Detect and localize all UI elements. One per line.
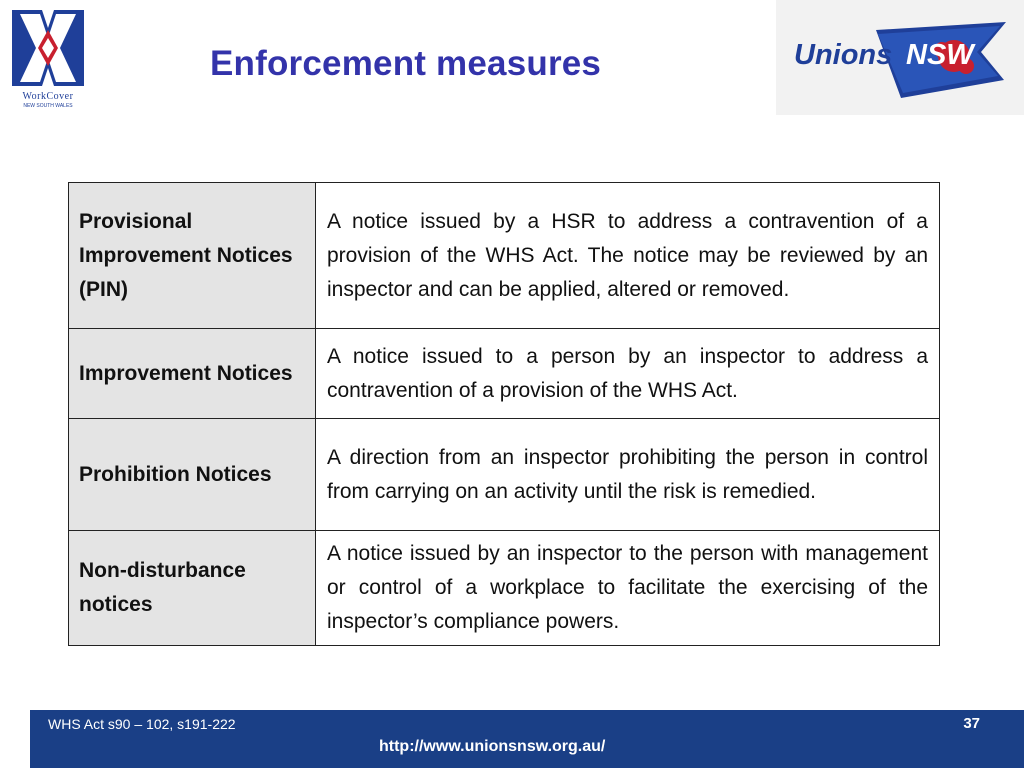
- footer-reference: WHS Act s90 – 102, s191-222: [48, 716, 236, 732]
- definition-cell: A notice issued to a person by an inspector to address a contravention of a provision of the WHS Act.: [316, 329, 940, 419]
- page-number: 37: [963, 715, 980, 732]
- unions-nsw-flag-icon: [776, 0, 1024, 115]
- workcover-logo-sub: NEW SOUTH WALES: [23, 103, 73, 109]
- table-row: [69, 183, 940, 329]
- table-row: [69, 329, 940, 419]
- term-cell: Non-disturbance notices: [69, 531, 316, 646]
- page-title: Enforcement measures: [210, 44, 602, 83]
- footer-url-link[interactable]: http://www.unionsnsw.org.au/: [379, 738, 606, 755]
- workcover-logo: [8, 8, 88, 108]
- definition-cell: A direction from an inspector prohibiting the person in control from carrying on an activity until the risk is remedied.: [316, 419, 940, 531]
- workcover-logo-name: WorkCover: [22, 91, 74, 102]
- enforcement-table: [68, 182, 940, 646]
- footer-bar: [30, 710, 1024, 768]
- term-cell: Prohibition Notices: [69, 419, 316, 531]
- definition-cell: A notice issued by an inspector to the person with management or control of a workplace to facilitate the exercising of the inspector’s compliance powers.: [316, 531, 940, 646]
- table-row: [69, 419, 940, 531]
- definition-cell: A notice issued by a HSR to address a contravention of a provision of the WHS Act. The notice may be reviewed by an inspector and can be applied, altered or removed.: [316, 183, 940, 329]
- unions-logo-text-right: NSW: [906, 39, 974, 71]
- term-cell: Improvement Notices: [69, 329, 316, 419]
- term-cell: Provisional Improvement Notices (PIN): [69, 183, 316, 329]
- table-row: [69, 531, 940, 646]
- unions-nsw-logo: [776, 0, 1024, 115]
- workcover-emblem-icon: [8, 8, 88, 92]
- unions-logo-text-left: Unions: [794, 39, 893, 71]
